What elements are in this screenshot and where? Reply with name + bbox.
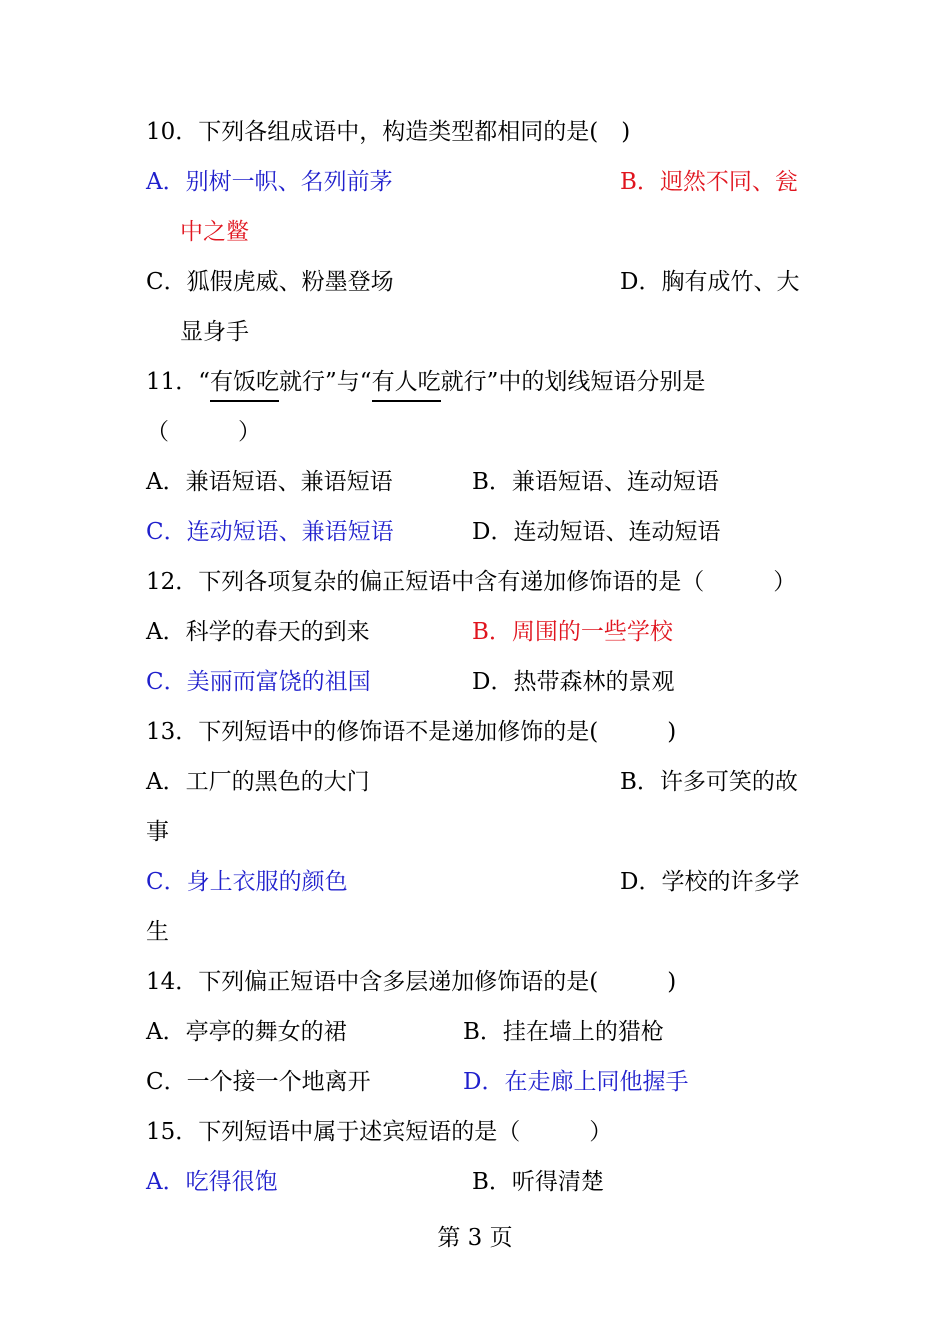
q11-option-b: B．兼语短语、连动短语 bbox=[472, 469, 719, 495]
q10-option-a: A．别树一帜、名列前茅 bbox=[146, 169, 393, 195]
q11-option-c: C．连动短语、兼语短语 bbox=[146, 519, 394, 545]
q14-option-a: A．亭亭的舞女的裙 bbox=[146, 1019, 347, 1045]
q13-option-b: B．许多可笑的故 bbox=[620, 769, 798, 795]
q10-stem: 10．下列各组成语中，构造类型都相同的是( ) bbox=[146, 119, 631, 145]
q11-option-d: D．连动短语、连动短语 bbox=[472, 519, 721, 545]
q11-stem-part: 就行”中的划线短语分别是 bbox=[440, 369, 706, 395]
page-number: 第 3 页 bbox=[437, 1225, 513, 1251]
q11-underlined-phrase-2: 有人吃 bbox=[372, 370, 441, 402]
q11-stem bbox=[146, 367, 705, 402]
q15-option-b: B．听得清楚 bbox=[472, 1169, 604, 1195]
q14-option-b: B．挂在墙上的猎枪 bbox=[463, 1019, 664, 1045]
q10-option-c: C．狐假虎威、粉墨登场 bbox=[146, 269, 394, 295]
q12-stem: 12．下列各项复杂的偏正短语中含有递加修饰语的是（ ） bbox=[146, 569, 797, 595]
q13-option-b-continued: 事 bbox=[146, 819, 169, 845]
q10-option-b: B．迥然不同、瓮 bbox=[620, 169, 798, 195]
q11-option-a: A．兼语短语、兼语短语 bbox=[146, 469, 393, 495]
q10-option-d: D．胸有成竹、大 bbox=[620, 269, 800, 295]
q11-stem-part: 11．“ bbox=[146, 369, 211, 395]
q14-option-d: D．在走廊上同他握手 bbox=[463, 1069, 689, 1095]
q12-option-d: D．热带森林的景观 bbox=[472, 669, 675, 695]
q13-stem: 13．下列短语中的修饰语不是递加修饰的是( ) bbox=[146, 719, 677, 745]
q10-option-d-continued: 显身手 bbox=[180, 319, 249, 345]
q11-answer-paren: （ ） bbox=[146, 419, 261, 445]
q11-stem-part: 就行”与“ bbox=[279, 369, 372, 395]
q14-option-c: C．一个接一个地离开 bbox=[146, 1069, 371, 1095]
q12-option-b: B．周围的一些学校 bbox=[472, 619, 673, 645]
q13-option-a: A．工厂的黑色的大门 bbox=[146, 769, 370, 795]
q15-option-a: A．吃得很饱 bbox=[146, 1169, 278, 1195]
q13-option-c: C．身上衣服的颜色 bbox=[146, 869, 348, 895]
q12-option-c: C．美丽而富饶的祖国 bbox=[146, 669, 371, 695]
q14-stem: 14．下列偏正短语中含多层递加修饰语的是( ) bbox=[146, 969, 677, 995]
q11-underlined-phrase-1: 有饭吃 bbox=[210, 370, 279, 402]
q12-option-a: A．科学的春天的到来 bbox=[146, 619, 370, 645]
q13-option-d: D．学校的许多学 bbox=[620, 869, 800, 895]
q13-option-d-continued: 生 bbox=[146, 919, 169, 945]
q10-option-b-continued: 中之鳖 bbox=[180, 219, 249, 245]
q15-stem: 15．下列短语中属于述宾短语的是（ ） bbox=[146, 1119, 613, 1145]
